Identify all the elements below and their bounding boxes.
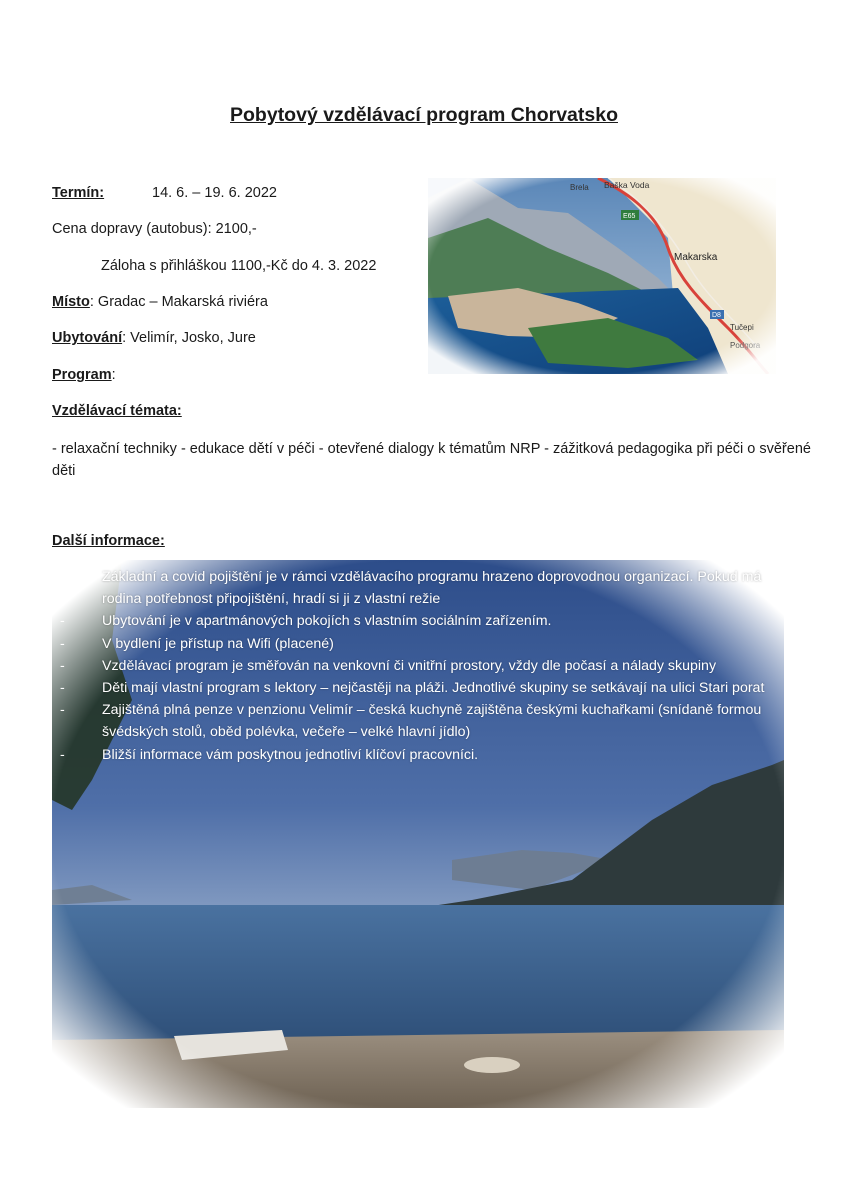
place-label: Místo [52, 294, 90, 310]
bullet-text: Zajištěná plná penze v penzionu Velimír – česká kuchyně zajištěna českými kuchařkami (snídaně formou švédských stolů, oběd polévka, večeře – velké hlavní jídlo) [102, 702, 762, 741]
accommodation-value: : Velimír, Josko, Jure [122, 330, 256, 346]
topics-text: - relaxační techniky - edukace dětí v péči - otevřené dialogy k tématům NRP - zážitková pedagogika při péči o svěřené děti [52, 441, 811, 479]
bullet-dash: - [60, 702, 65, 719]
bullet-text: Děti mají vlastní program s lektory – nejčastěji na pláži. Jednotlivé skupiny se setkávají na ulici Stari porat [102, 680, 765, 697]
bullet-text: Vzdělávací program je směřován na venkovní či vnitřní prostory, vždy dle počasí a nálady skupiny [102, 657, 717, 674]
more-info-list [60, 566, 780, 766]
program-row [52, 367, 116, 383]
bullet-dash: - [60, 746, 65, 763]
topics-heading: Vzdělávací témata: [52, 403, 182, 419]
term-row [52, 185, 277, 201]
place-row [52, 294, 268, 310]
program-colon: : [111, 367, 116, 383]
place-value: : Gradac – Makarská riviéra [89, 294, 268, 310]
term-label: Termín: [52, 185, 105, 201]
accommodation-row [52, 330, 256, 346]
bullet-dash: - [60, 680, 65, 697]
bullet-dash: - [60, 613, 65, 630]
bullet-dash: - [60, 635, 65, 652]
bullet-text: Základní a covid pojištění je v rámci vzdělávacího programu hrazeno doprovodnou organizací. Pokud má rodina potřebnost připojištění, hradí si ji z vlastní režie [102, 569, 762, 608]
bullet-text: V bydlení je přístup na Wifi (placené) [102, 635, 334, 652]
deposit-info: Záloha s přihláškou 1100,-Kč do 4. 3. 2022 [101, 258, 377, 274]
accommodation-label: Ubytování [52, 330, 123, 346]
list-item [60, 699, 780, 743]
page-title: Pobytový vzdělávací program Chorvatsko [230, 104, 618, 126]
makarska-map-image [428, 178, 776, 374]
transport-price: Cena dopravy (autobus): 2100,- [52, 221, 257, 237]
list-item [60, 633, 780, 655]
list-item [60, 655, 780, 677]
list-item [60, 566, 780, 610]
list-item [60, 610, 780, 632]
bullet-text: Bližší informace vám poskytnou jednotliví klíčoví pracovníci. [102, 746, 479, 763]
more-info-heading: Další informace: [52, 533, 165, 549]
bullet-dash: - [60, 657, 65, 674]
bullet-text: Ubytování je v apartmánových pokojích s vlastním sociálním zařízením. [102, 613, 552, 630]
list-item [60, 677, 780, 699]
program-label: Program [52, 367, 112, 383]
list-item [60, 744, 780, 766]
term-value: 14. 6. – 19. 6. 2022 [152, 185, 277, 201]
bullet-dash: - [60, 569, 65, 585]
